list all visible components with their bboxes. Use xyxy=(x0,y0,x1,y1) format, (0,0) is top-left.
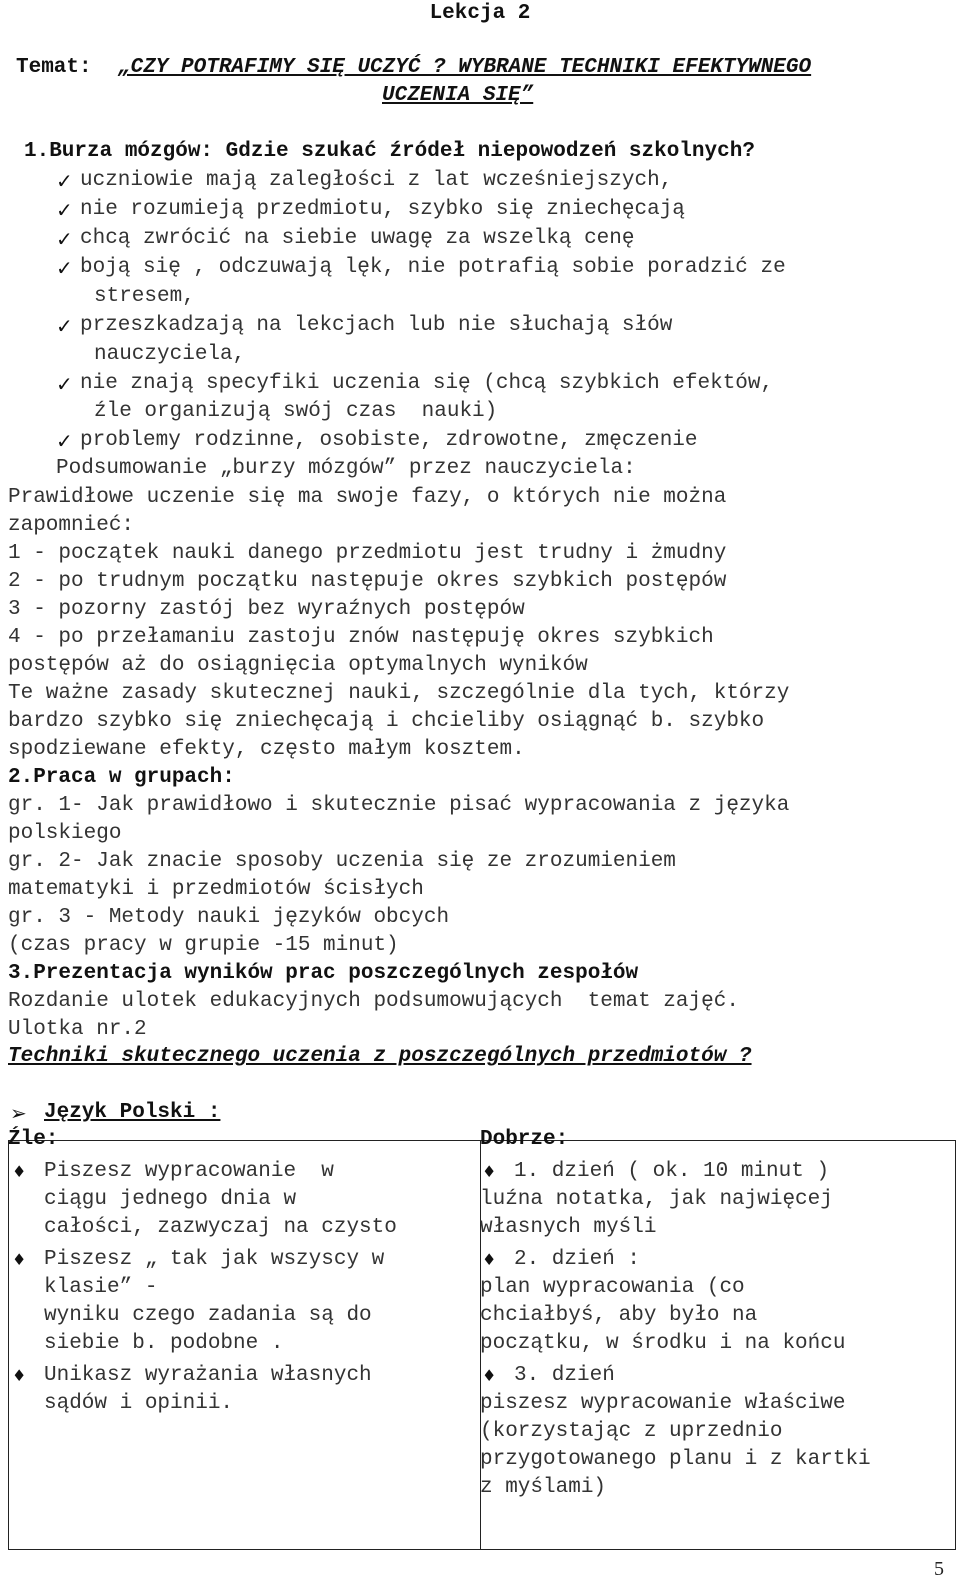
bad-item-line: Piszesz „ tak jak wszyscy w xyxy=(44,1248,385,1271)
body-line: 3 - pozorny zastój bez wyraźnych postępów xyxy=(8,598,525,621)
bad-header: Źle: xyxy=(8,1128,59,1151)
techniques-title: Techniki skutecznego uczenia z poszczególnych przedmiotów ? xyxy=(8,1045,752,1068)
bad-item-line: całości, zazwyczaj na czysto xyxy=(44,1216,397,1239)
bullet-item-continuation: nauczyciela, xyxy=(94,343,246,366)
group-line: matematyki i przedmiotów ścisłych xyxy=(8,878,424,901)
bullet-item: przeszkadzają na lekcjach lub nie słuchają słów xyxy=(80,314,673,337)
body-line: bardzo szybko się zniechęcają i chcieliby osiągnąć b. szybko xyxy=(8,710,765,733)
body-line: Te ważne zasady skutecznej nauki, szczególnie dla tych, którzy xyxy=(8,682,790,705)
bullet-item: nie rozumieją przedmiotu, szybko się zniechęcają xyxy=(80,198,685,221)
diamond-bullet-icon: ♦ xyxy=(482,1250,497,1269)
bad-item-line: klasie” - xyxy=(44,1276,158,1299)
section3-line: Ulotka nr.2 xyxy=(8,1018,147,1041)
good-item-line: z myślami) xyxy=(480,1476,607,1499)
diamond-bullet-icon: ♦ xyxy=(482,1162,497,1181)
checkmark-icon: ✓ xyxy=(56,227,73,251)
bad-item-line: wyniku czego zadania są do xyxy=(44,1304,372,1327)
good-item-line: chciałbyś, aby było na xyxy=(480,1304,758,1327)
group-line: gr. 1- Jak prawidłowo i skutecznie pisać wypracowania z języka xyxy=(8,794,790,817)
summary-heading: Podsumowanie „burzy mózgów” przez nauczyciela: xyxy=(56,457,636,480)
section1-heading: 1.Burza mózgów: Gdzie szukać źródeł niepowodzeń szkolnych? xyxy=(24,140,755,163)
good-item-line: 2. dzień : xyxy=(514,1248,641,1271)
page-number: 5 xyxy=(934,1558,944,1580)
lesson-title: Lekcja 2 xyxy=(429,2,531,25)
good-item-line: 3. dzień xyxy=(514,1364,615,1387)
body-line: spodziewane efekty, często małym kosztem. xyxy=(8,738,525,761)
group-line: gr. 2- Jak znacie sposoby uczenia się ze zrozumieniem xyxy=(8,850,676,873)
group-line: (czas pracy w grupie -15 minut) xyxy=(8,934,399,957)
checkmark-icon: ✓ xyxy=(56,429,73,453)
section3-line: Rozdanie ulotek edukacyjnych podsumowujących temat zajęć. xyxy=(8,990,739,1013)
diamond-bullet-icon: ♦ xyxy=(12,1250,27,1269)
bad-item-line: Unikasz wyrażania własnych xyxy=(44,1364,372,1387)
body-line: 2 - po trudnym początku następuje okres szybkich postępów xyxy=(8,570,727,593)
good-item-line: początku, w środku i na końcu xyxy=(480,1332,846,1355)
good-header: Dobrze: xyxy=(480,1128,569,1151)
bullet-item: chcą zwrócić na siebie uwagę za wszelką cenę xyxy=(80,227,635,250)
bullet-item: uczniowie mają zaległości z lat wcześniejszych, xyxy=(80,169,673,192)
good-item-line: plan wypracowania (co xyxy=(480,1276,745,1299)
topic-line-2: UCZENIA SIĘ” xyxy=(382,84,534,107)
section3-heading: 3.Prezentacja wyników prac poszczególnych zespołów xyxy=(8,962,639,985)
topic-label: Temat: xyxy=(16,56,92,79)
body-line: 4 - po przełamaniu zastoju znów następuję okres szybkich xyxy=(8,626,714,649)
good-item-line: 1. dzień ( ok. 10 minut ) xyxy=(514,1160,830,1183)
group-line: gr. 3 - Metody nauki języków obcych xyxy=(8,906,450,929)
section2-heading: 2.Praca w grupach: xyxy=(8,766,235,789)
good-item-line: luźna notatka, jak najwięcej xyxy=(480,1188,833,1211)
checkmark-icon: ✓ xyxy=(56,256,73,280)
good-item-line: piszesz wypracowanie właściwe xyxy=(480,1392,846,1415)
checkmark-icon: ✓ xyxy=(56,169,73,193)
checkmark-icon: ✓ xyxy=(56,198,73,222)
bad-item-line: ciągu jednego dnia w xyxy=(44,1188,297,1211)
body-line: postępów aż do osiągnięcia optymalnych wyników xyxy=(8,654,588,677)
good-item-line: (korzystając z uprzednio xyxy=(480,1420,783,1443)
body-line: zapomnieć: xyxy=(8,514,135,537)
bad-item-line: siebie b. podobne . xyxy=(44,1332,284,1355)
bullet-item-continuation: źle organizują swój czas nauki) xyxy=(94,400,498,423)
bad-item-line: Piszesz wypracowanie w xyxy=(44,1160,334,1183)
bullet-item: problemy rodzinne, osobiste, zdrowotne, zmęczenie xyxy=(80,429,698,452)
bad-item-line: sądów i opinii. xyxy=(44,1392,234,1415)
bullet-item: nie znają specyfiki uczenia się (chcą szybkich efektów, xyxy=(80,372,774,395)
group-line: polskiego xyxy=(8,822,122,845)
diamond-bullet-icon: ♦ xyxy=(12,1366,27,1385)
body-line: 1 - początek nauki danego przedmiotu jest trudny i żmudny xyxy=(8,542,727,565)
checkmark-icon: ✓ xyxy=(56,314,73,338)
topic-line-1: „CZY POTRAFIMY SIĘ UCZYĆ ? WYBRANE TECHNIKI EFEKTYWNEGO xyxy=(118,56,812,79)
arrow-bullet-icon: ➢ xyxy=(10,1101,27,1125)
diamond-bullet-icon: ♦ xyxy=(482,1366,497,1385)
good-item-line: własnych myśli xyxy=(480,1216,657,1239)
subject-title: Język Polski : xyxy=(44,1101,221,1124)
bullet-item-continuation: stresem, xyxy=(94,285,195,308)
checkmark-icon: ✓ xyxy=(56,372,73,396)
diamond-bullet-icon: ♦ xyxy=(12,1162,27,1181)
good-item-line: przygotowanego planu i z kartki xyxy=(480,1448,871,1471)
body-line: Prawidłowe uczenie się ma swoje fazy, o których nie można xyxy=(8,486,727,509)
bullet-item: boją się , odczuwają lęk, nie potrafią sobie poradzić ze xyxy=(80,256,786,279)
